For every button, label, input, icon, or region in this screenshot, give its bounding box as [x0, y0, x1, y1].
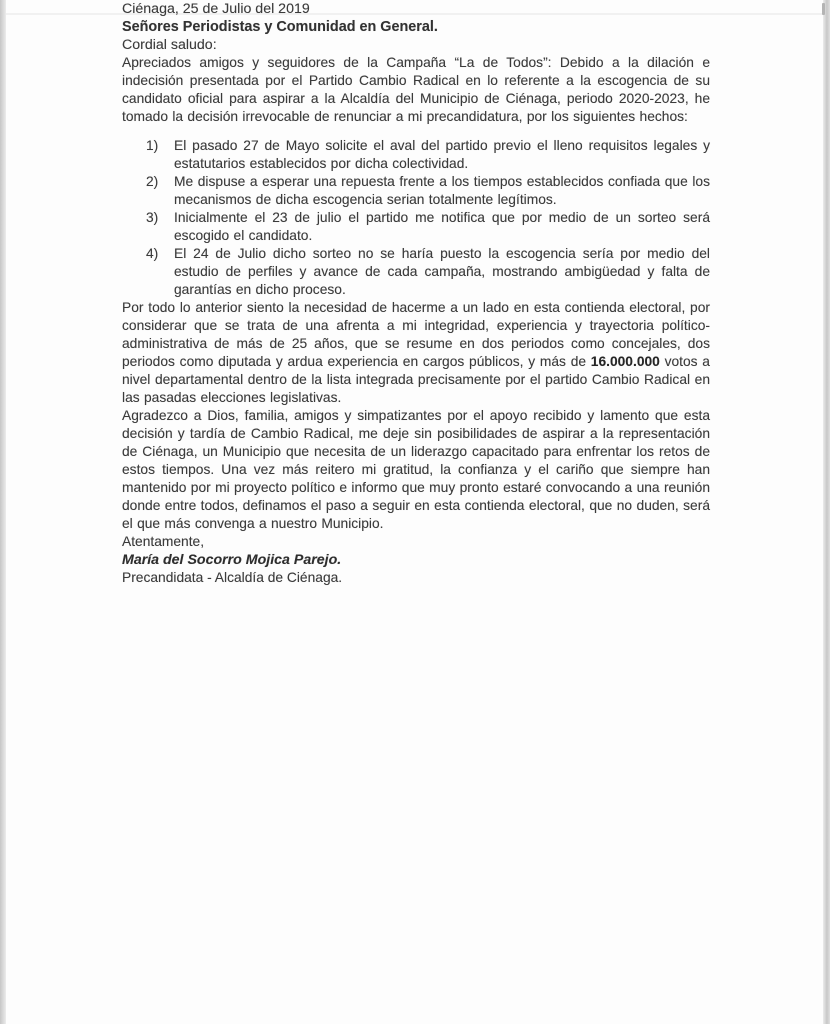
closing-line: Atentamente,	[122, 534, 205, 549]
opening-paragraph: Apreciados amigos y seguidores de la Campaña “La de Todos”: Debido a la dilación e indecisión presentada por el Partido Cambio Radical en lo referente a la escogencia de su candidato oficial para aspirar a la Alcaldía del Municipio de Ciénaga, periodo 2020-2023, he tomado la decisión irrevocable de renunciar a mi precandidatura, por los siguientes hechos:	[122, 55, 710, 124]
reason-item	[146, 209, 710, 245]
reason-text: Inicialmente el 23 de julio el partido me notifica que por medio de un sorteo será escogido el candidato.	[174, 210, 710, 243]
reason-text: Me dispuse a esperar una repuesta frente a los tiempos establecidos confiada que los mecanismos de dicha escogencia serian totalmente legítimos.	[174, 174, 710, 207]
withdrawal-text-after: votos a nivel departamental dentro de la lista integrada precisamente por el partido Cambio Radical en las pasadas elecciones legislativas.	[122, 354, 710, 405]
reason-number: 1)	[146, 138, 159, 153]
reason-number: 3)	[146, 210, 159, 225]
reason-number: 2)	[146, 174, 159, 189]
scan-right-edge	[823, 0, 830, 1024]
signature-role: Precandidata - Alcaldía de Ciénaga.	[122, 570, 343, 585]
withdrawal-text-before: Por todo lo anterior siento la necesidad de hacerme a un lado en esta contienda electoral, por considerar que se trata de una afrenta a mi integridad, experiencia y trayectoria político-administrativa de más de 25 años, que se resume en dos periodos como concejales, dos periodos como diputada y ardua experiencia en cargos públicos, y más de	[122, 300, 710, 369]
salutation: Cordial saludo:	[122, 37, 217, 53]
recipient-line: Señores Periodistas y Comunidad en General.	[122, 19, 438, 35]
reason-number: 4)	[146, 246, 159, 261]
scan-corner-notch	[822, 3, 825, 15]
date-line: Ciénaga, 25 de Julio del 2019	[122, 1, 310, 17]
reason-item	[146, 245, 710, 299]
reason-item	[146, 173, 710, 209]
signature-name: María del Socorro Mojica Parejo.	[122, 552, 342, 568]
reasons-list	[146, 137, 710, 299]
gratitude-paragraph: Agradezco a Dios, familia, amigos y simpatizantes por el apoyo recibido y lamento que esta decisión y tardía de Cambio Radical, me deje sin posibilidades de aspirar a la representación de Ciénaga, un Municipio que necesita de un liderazgo capacitado para enfrentar los retos de estos tiempos. Una vez más reitero mi gratitud, la confianza y el cariño que siempre han mantenido por mi proyecto político e informo que muy pronto estaré convocando a una reunión donde entre todos, definamos el paso a seguir en esta contienda electoral, que no duden, será el que más convenga a nuestro Municipio.	[122, 408, 710, 531]
votes-count-bold: 16.000.000	[590, 354, 660, 369]
letter-sheet	[122, 0, 710, 587]
reason-text: El 24 de Julio dicho sorteo no se haría puesto la escogencia sería por medio del estudio de perfiles y avance de cada campaña, mostrando ambigüedad y falta de garantías en dicho proceso.	[174, 246, 710, 297]
reason-text: El pasado 27 de Mayo solicite el aval del partido previo el lleno requisitos legales y estatutarios establecidos por dicha colectividad.	[174, 138, 710, 171]
reason-item	[146, 137, 710, 173]
withdrawal-paragraph	[122, 299, 710, 407]
scan-left-edge	[0, 0, 6, 1024]
